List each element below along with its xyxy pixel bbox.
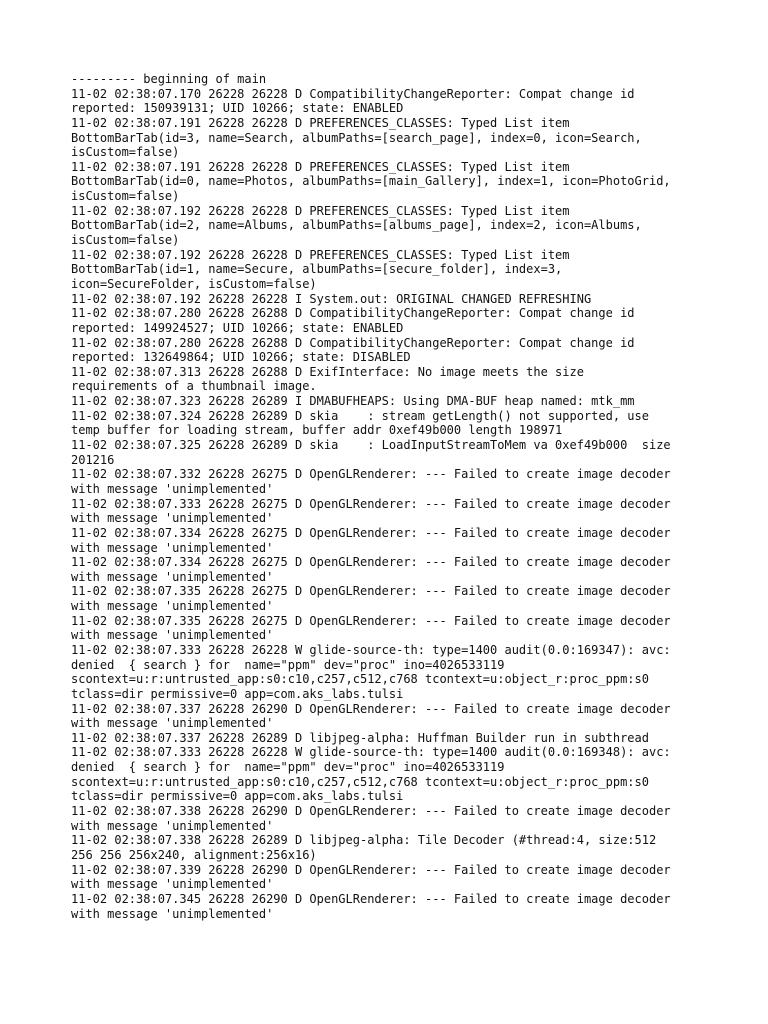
log-line: with message 'unimplemented' (71, 481, 274, 496)
log-line: with message 'unimplemented' (71, 716, 274, 731)
log-line: 11-02 02:38:07.280 26228 26288 D CompatibilityChangeReporter: Compat change id (71, 306, 635, 321)
log-line: temp buffer for loading stream, buffer addr 0xef49b000 length 198971 (71, 423, 563, 438)
log-line: 11-02 02:38:07.325 26228 26289 D skia : LoadInputStreamToMem va 0xef49b000 size (71, 438, 671, 453)
log-line: with message 'unimplemented' (71, 511, 274, 526)
log-line: isCustom=false) (71, 189, 180, 204)
log-line: 11-02 02:38:07.192 26228 26228 D PREFERENCES_CLASSES: Typed List item (71, 203, 570, 218)
log-line: BottomBarTab(id=2, name=Albums, albumPaths=[albums_page], index=2, icon=Albums, (71, 218, 642, 233)
log-line: icon=SecureFolder, isCustom=false) (71, 276, 317, 291)
log-line: 11-02 02:38:07.337 26228 26289 D libjpeg-alpha: Huffman Builder run in subthread (71, 730, 649, 745)
log-line: isCustom=false) (71, 145, 180, 160)
log-line: --------- beginning of main (71, 72, 267, 86)
log-line: denied { search } for name="ppm" dev="proc" ino=4026533119 (71, 760, 505, 775)
log-line: with message 'unimplemented' (71, 877, 274, 892)
log-line: 11-02 02:38:07.334 26228 26275 D OpenGLRenderer: --- Failed to create image decoder (71, 555, 671, 570)
log-line: scontext=u:r:untrusted_app:s0:c10,c257,c512,c768 tcontext=u:object_r:proc_ppm:s0 (71, 774, 649, 789)
log-line: 201216 (71, 452, 115, 467)
log-line: isCustom=false) (71, 233, 180, 248)
log-line: 11-02 02:38:07.345 26228 26290 D OpenGLRenderer: --- Failed to create image decoder (71, 891, 671, 906)
log-line: 11-02 02:38:07.280 26228 26288 D CompatibilityChangeReporter: Compat change id (71, 335, 635, 350)
log-line: BottomBarTab(id=1, name=Secure, albumPaths=[secure_folder], index=3, (71, 262, 563, 277)
log-line: 11-02 02:38:07.332 26228 26275 D OpenGLRenderer: --- Failed to create image decoder (71, 467, 671, 482)
log-line: denied { search } for name="ppm" dev="proc" ino=4026533119 (71, 657, 505, 672)
log-line: BottomBarTab(id=3, name=Search, albumPaths=[search_page], index=0, icon=Search, (71, 130, 642, 145)
log-line: 11-02 02:38:07.334 26228 26275 D OpenGLRenderer: --- Failed to create image decoder (71, 525, 671, 540)
log-line: 11-02 02:38:07.313 26228 26288 D ExifInterface: No image meets the size (71, 364, 584, 379)
log-line: reported: 150939131; UID 10266; state: ENABLED (71, 101, 404, 116)
log-line: BottomBarTab(id=0, name=Photos, albumPaths=[main_Gallery], index=1, icon=PhotoGrid, (71, 174, 671, 189)
log-line: tclass=dir permissive=0 app=com.aks_labs.tulsi (71, 686, 404, 701)
log-line: 11-02 02:38:07.338 26228 26290 D OpenGLRenderer: --- Failed to create image decoder (71, 804, 671, 819)
log-line: 11-02 02:38:07.324 26228 26289 D skia : stream getLength() not supported, use (71, 408, 649, 423)
log-line: 11-02 02:38:07.192 26228 26228 D PREFERENCES_CLASSES: Typed List item (71, 247, 570, 262)
log-line: with message 'unimplemented' (71, 818, 274, 833)
log-line: with message 'unimplemented' (71, 628, 274, 643)
log-line: 256 256 256x240, alignment:256x16) (71, 847, 317, 862)
log-line: with message 'unimplemented' (71, 569, 274, 584)
log-line: 11-02 02:38:07.333 26228 26275 D OpenGLRenderer: --- Failed to create image decoder (71, 496, 671, 511)
log-line: reported: 132649864; UID 10266; state: DISABLED (71, 350, 411, 365)
log-line: with message 'unimplemented' (71, 599, 274, 614)
log-line: 11-02 02:38:07.333 26228 26228 W glide-source-th: type=1400 audit(0.0:169348): avc: (71, 745, 671, 760)
log-line: 11-02 02:38:07.191 26228 26228 D PREFERENCES_CLASSES: Typed List item (71, 159, 570, 174)
log-line: 11-02 02:38:07.323 26228 26289 I DMABUFHEAPS: Using DMA-BUF heap named: mtk_mm (71, 394, 635, 409)
log-line: requirements of a thumbnail image. (71, 379, 317, 394)
log-line: tclass=dir permissive=0 app=com.aks_labs.tulsi (71, 789, 404, 804)
log-line: 11-02 02:38:07.337 26228 26290 D OpenGLRenderer: --- Failed to create image decoder (71, 701, 671, 716)
log-line: 11-02 02:38:07.191 26228 26228 D PREFERENCES_CLASSES: Typed List item (71, 115, 570, 130)
log-line: 11-02 02:38:07.338 26228 26289 D libjpeg-alpha: Tile Decoder (#thread:4, size:512 (71, 833, 657, 848)
log-line: with message 'unimplemented' (71, 540, 274, 555)
log-line: with message 'unimplemented' (71, 906, 274, 921)
log-line: 11-02 02:38:07.335 26228 26275 D OpenGLRenderer: --- Failed to create image decoder (71, 584, 671, 599)
log-line: reported: 149924527; UID 10266; state: ENABLED (71, 320, 404, 335)
log-line: 11-02 02:38:07.335 26228 26275 D OpenGLRenderer: --- Failed to create image decoder (71, 613, 671, 628)
log-line: scontext=u:r:untrusted_app:s0:c10,c257,c512,c768 tcontext=u:object_r:proc_ppm:s0 (71, 672, 649, 687)
log-line: 11-02 02:38:07.339 26228 26290 D OpenGLRenderer: --- Failed to create image decoder (71, 862, 671, 877)
log-line: 11-02 02:38:07.192 26228 26228 I System.out: ORIGINAL CHANGED REFRESHING (71, 291, 592, 306)
log-line: 11-02 02:38:07.333 26228 26228 W glide-source-th: type=1400 audit(0.0:169347): avc: (71, 642, 671, 657)
log-document (71, 72, 711, 921)
log-line: 11-02 02:38:07.170 26228 26228 D CompatibilityChangeReporter: Compat change id (71, 86, 635, 101)
